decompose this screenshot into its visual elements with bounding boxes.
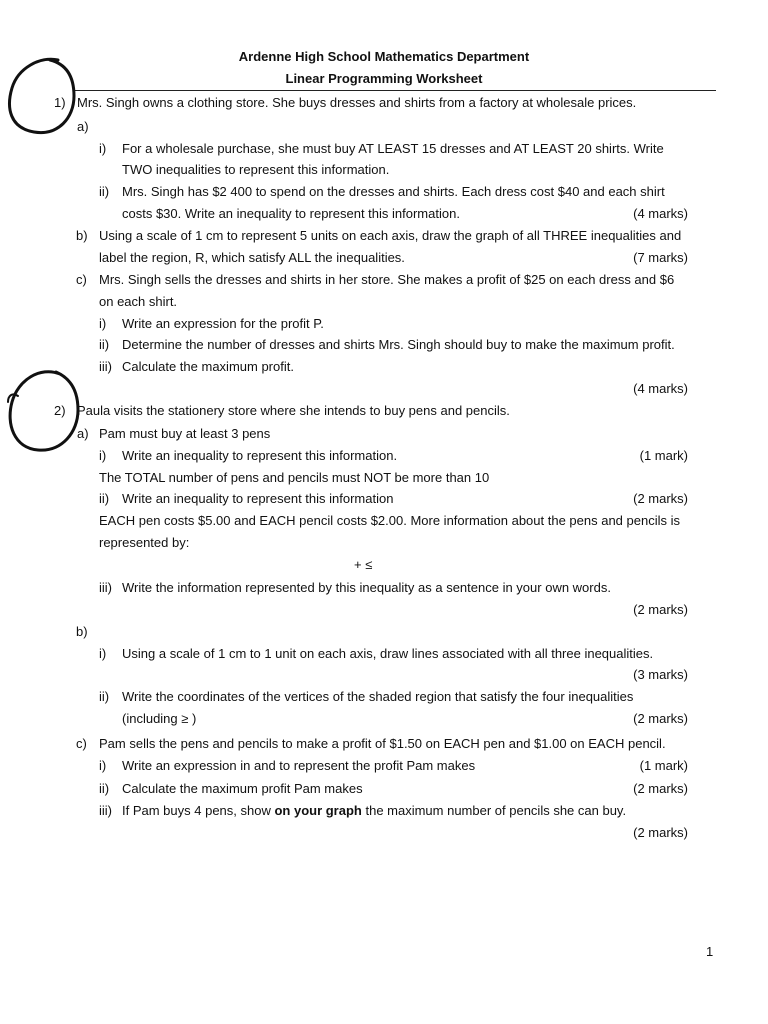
q1a-ii-line1: Mrs. Singh has $2 400 to spend on the dresses and shirts. Each dress cost $40 and each shirt <box>122 184 665 199</box>
q2a-iii-text: Write the information represented by this inequality as a sentence in your own words. <box>122 580 611 595</box>
q1b-marks: (7 marks) <box>633 250 688 265</box>
worksheet-title: Linear Programming Worksheet <box>285 71 483 86</box>
q2b-i-text: Using a scale of 1 cm to 1 unit on each axis, draw lines associated with all three inequalities. <box>122 646 654 661</box>
q1b-label: b) <box>76 228 88 243</box>
q1c-marks: (4 marks) <box>633 381 688 396</box>
q1c-ii-text: Determine the number of dresses and shirts Mrs. Singh should buy to make the maximum profit. <box>122 337 675 352</box>
q2c-i-text: Write an expression in and to represent the profit Pam makes <box>122 758 476 773</box>
q2b-ii-line2: (including ≥ ) <box>122 711 197 726</box>
q2a-ii-number: ii) <box>99 491 110 506</box>
q2a-i-number: i) <box>99 448 107 463</box>
q1a-marks: (4 marks) <box>633 206 688 221</box>
q2a-text: Pam must buy at least 3 pens <box>99 426 271 441</box>
page-number: 1 <box>706 944 714 959</box>
q1c-i-text: Write an expression for the profit P. <box>122 316 324 331</box>
q2c-ii-number: ii) <box>99 781 110 796</box>
q2b-i-marks: (3 marks) <box>633 667 688 682</box>
q1c-iii-number: iii) <box>99 359 112 374</box>
q1a-i-line1: For a wholesale purchase, she must buy AT LEAST 15 dresses and AT LEAST 20 shirts. Write <box>122 141 664 156</box>
q2a-i-marks: (1 mark) <box>639 448 688 463</box>
q2b-ii-line1: Write the coordinates of the vertices of the shaded region that satisfy the four inequalities <box>122 689 634 704</box>
q1-number: 1) <box>54 95 66 110</box>
q2c-iii-text <box>122 803 626 819</box>
q2-inequality: + ≤ <box>354 557 373 572</box>
q2c-i-marks: (1 mark) <box>639 758 688 773</box>
q2a-i-text: Write an inequality to represent this information. <box>122 448 398 463</box>
q1a-i-line2: TWO inequalities to represent this information. <box>122 162 390 177</box>
q2b-i-number: i) <box>99 646 107 661</box>
q1a-ii-number: ii) <box>99 184 110 199</box>
q1b-line2: label the region, R, which satisfy ALL the inequalities. <box>99 250 405 265</box>
q2a-label: a) <box>77 426 89 441</box>
q1b-line1: Using a scale of 1 cm to represent 5 units on each axis, draw the graph of all THREE inequalities and <box>99 228 682 243</box>
q2c-iii-post: the maximum number of pencils she can buy. <box>361 803 627 818</box>
q2b-label: b) <box>76 624 88 639</box>
q2b-ii-number: ii) <box>99 689 110 704</box>
school-heading: Ardenne High School Mathematics Department <box>238 49 530 64</box>
q1c-i-number: i) <box>99 316 107 331</box>
q2-number: 2) <box>54 403 66 418</box>
q1c-label: c) <box>76 272 87 287</box>
q2c-ii-marks: (2 marks) <box>633 781 688 796</box>
q2-intro: Paula visits the stationery store where she intends to buy pens and pencils. <box>77 403 510 418</box>
q2c-ii-text: Calculate the maximum profit Pam makes <box>122 781 363 796</box>
q2-cost-line2: represented by: <box>99 535 190 550</box>
q1c-ii-number: ii) <box>99 337 110 352</box>
q2a-iii-marks: (2 marks) <box>633 602 688 617</box>
q2c-iii-number: iii) <box>99 803 112 818</box>
q2a-ii-text: Write an inequality to represent this information <box>122 491 394 506</box>
q1a-ii-line2: costs $30. Write an inequality to represent this information. <box>122 206 460 221</box>
q1-intro: Mrs. Singh owns a clothing store. She buys dresses and shirts from a factory at wholesale prices. <box>77 95 637 110</box>
q2c-iii-marks: (2 marks) <box>633 825 688 840</box>
q2b-ii-marks: (2 marks) <box>633 711 688 726</box>
q1a-i-number: i) <box>99 141 107 156</box>
handwritten-circle-q2 <box>10 372 78 450</box>
q1c-iii-text: Calculate the maximum profit. <box>122 359 294 374</box>
q2c-iii-bold: on your graph <box>274 803 362 818</box>
q2-cost-line1: EACH pen costs $5.00 and EACH pencil costs $2.00. More information about the pens and pencils is <box>99 513 680 528</box>
q2c-iii-pre: If Pam buys 4 pens, show <box>122 803 275 818</box>
q1c-line2: on each shirt. <box>99 294 178 309</box>
q2a-ii-marks: (2 marks) <box>633 491 688 506</box>
q1a-label: a) <box>77 119 89 134</box>
q2c-i-number: i) <box>99 758 107 773</box>
q1c-line1: Mrs. Singh sells the dresses and shirts in her store. She makes a profit of $25 on each dress and $6 <box>99 272 675 287</box>
q2c-text: Pam sells the pens and pencils to make a profit of $1.50 on EACH pen and $1.00 on EACH pencil. <box>99 736 666 751</box>
q2a-iii-number: iii) <box>99 580 112 595</box>
q2c-label: c) <box>76 736 87 751</box>
q2-total-text: The TOTAL number of pens and pencils must NOT be more than 10 <box>99 470 490 485</box>
